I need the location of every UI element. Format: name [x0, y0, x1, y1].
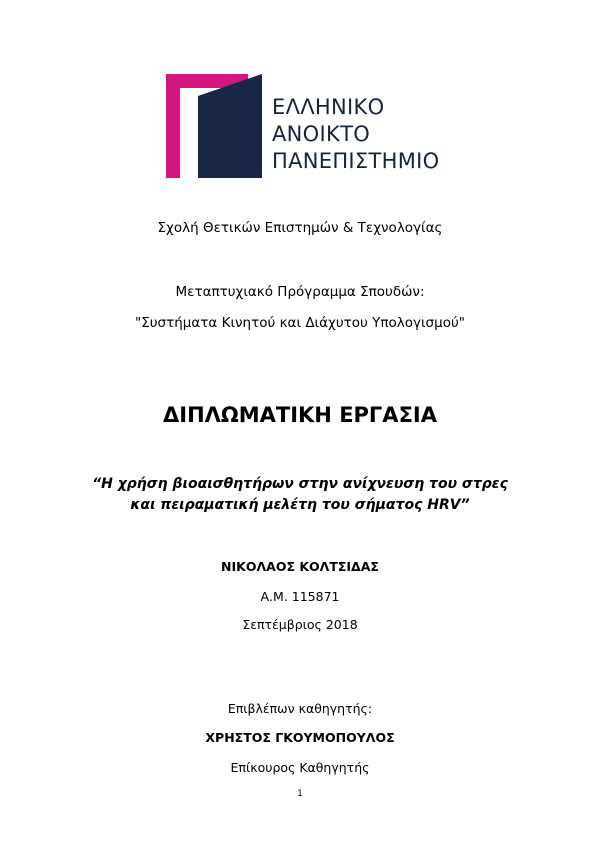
- submission-date: Σεπτέμβριος 2018: [242, 617, 358, 632]
- supervisor-title: Επίκουρος Καθηγητής: [230, 760, 370, 775]
- logo-line-1: ΕΛΛΗΝΙΚΟ: [272, 95, 385, 119]
- document-type-heading: ΔΙΠΛΩΜΑΤΙΚΗ ΕΡΓΑΣΙΑ: [163, 403, 437, 427]
- supervisor-label: Επιβλέπων καθηγητής:: [227, 701, 373, 716]
- supervisor-name: ΧΡΗΣΤΟΣ ΓΚΟΥΜΟΠΟΥΛΟΣ: [205, 730, 395, 745]
- school-name: Σχολή Θετικών Επιστημών & Τεχνολογίας: [157, 220, 443, 236]
- logo-line-3: ΠΑΝΕΠΙΣΤΗΜΙΟ: [272, 149, 440, 173]
- thesis-title-line-2: και πειραματική μελέτη του σήματος HRV”: [130, 497, 470, 513]
- author-name: ΝΙΚΟΛΑΟΣ ΚΟΛΤΣΙΔΑΣ: [221, 559, 379, 574]
- logo-line-2: ΑΝΟΙΚΤΟ: [272, 122, 371, 146]
- program-label: Μεταπτυχιακό Πρόγραμμα Σπουδών:: [175, 284, 425, 300]
- thesis-title-line-1: “Η χρήση βιοαισθητήρων στην ανίχνευση του στρες: [92, 476, 508, 492]
- university-name: [272, 94, 439, 175]
- student-id: Α.Μ. 115871: [260, 589, 340, 604]
- program-name: "Συστήματα Κινητού και Διάχυτου Υπολογισμού": [135, 315, 465, 331]
- thesis-title: [0, 474, 600, 516]
- page-number: 1: [297, 789, 303, 799]
- university-logo: [166, 74, 446, 178]
- university-logo-mark: [166, 74, 266, 178]
